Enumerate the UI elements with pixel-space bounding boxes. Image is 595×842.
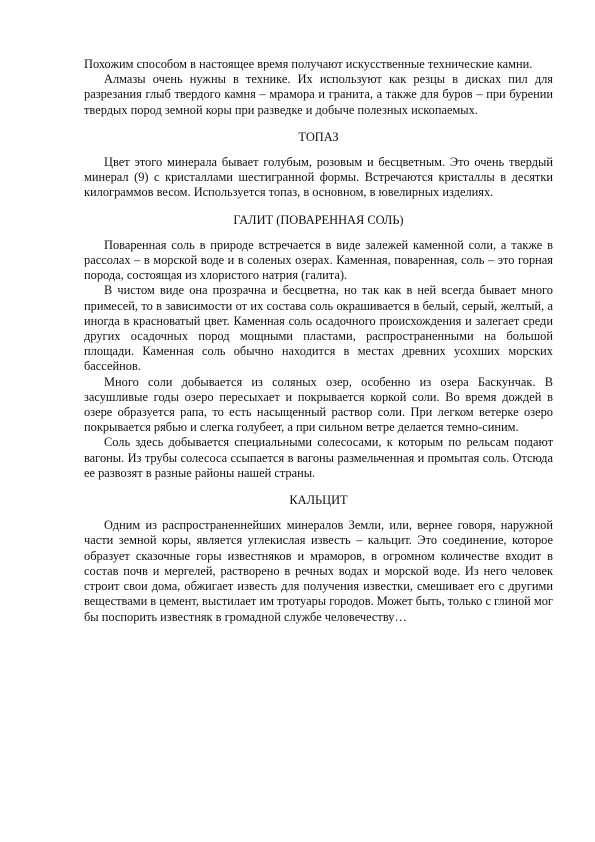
halite-paragraph-1: Поваренная соль в природе встречается в виде залежей каменной соли, а также в рассолах – в морской воде и в соленых озерах. Каменная, поваренная, соль – это горная порода, состоящая из хлористого натрия (галита). <box>84 237 553 283</box>
intro-paragraph-1: Похожим способом в настоящее время получают искусственные технические камни. <box>84 57 533 71</box>
document-page <box>84 57 553 625</box>
halite-paragraph-4: Соль здесь добывается специальными солесосами, к которым по рельсам подают вагоны. Из трубы солесоса ссыпается в вагоны размельченная и промытая соль. Отсюда ее развозят в разные районы нашей страны. <box>84 435 553 480</box>
topaz-paragraph-1: Цвет этого минерала бывает голубым, розовым и бесцветным. Это очень твердый минерал (9) с кристаллами шестигранной формы. Встречаются кристаллы в десятки килограммов весом. Используется топаз, в основном, в ювелирных изделиях. <box>84 155 553 200</box>
section-title-halite: ГАЛИТ (ПОВАРЕННАЯ СОЛЬ) <box>233 212 404 227</box>
intro-paragraph-2: Алмазы очень нужны в технике. Их используют как резцы в дисках пил для разрезания глыб твердого камня – мрамора и гранита, а также для буров – при бурении твердых пород земной коры при разведке и добыче полезных ископаемых. <box>84 72 553 117</box>
section-title-calcite: КАЛЬЦИТ <box>289 493 348 508</box>
section-title-topaz: ТОПАЗ <box>298 129 339 144</box>
halite-paragraph-2: В чистом виде она прозрачна и бесцветна, но так как в ней всегда бывает много примесей, то в зависимости от их состава соль окрашивается в белый, серый, желтый, а иногда в красноватый цвет. Каменная соль осадочного происхождения и залегает среди других осадочных пород мощными пластами, распространенными на большой площади. Каменная соль обычно находится в местах древних усохших морских бассейнов. <box>84 283 553 374</box>
calcite-paragraph-1: Одним из распространеннейших минералов Земли, или, вернее говоря, наружной части земной коры, является углекислая известь – кальцит. Это соединение, которое образует сказочные горы известняков и мраморов, в огромном количестве входит в состав почв и мергелей, растворено в речных водах и морской воде. Из него человек строит свои дома, обжигает известь для получения известки, смешивает его с другими веществами в цемент, выстилает им тротуары городов. Может быть, только с глиной мог бы поспорить известняк в громадной службе человечеству… <box>84 518 553 624</box>
halite-paragraph-3: Много соли добывается из соляных озер, особенно из озера Баскунчак. В засушливые годы озеро пересыхает и покрывается коркой соли. Во время дождей в озере образуется рапа, то есть насыщенный раствор соли. При легком ветерке озеро покрывается рябью и слегка голубеет, а при сильном ветре делается темно-синим. <box>84 374 553 435</box>
